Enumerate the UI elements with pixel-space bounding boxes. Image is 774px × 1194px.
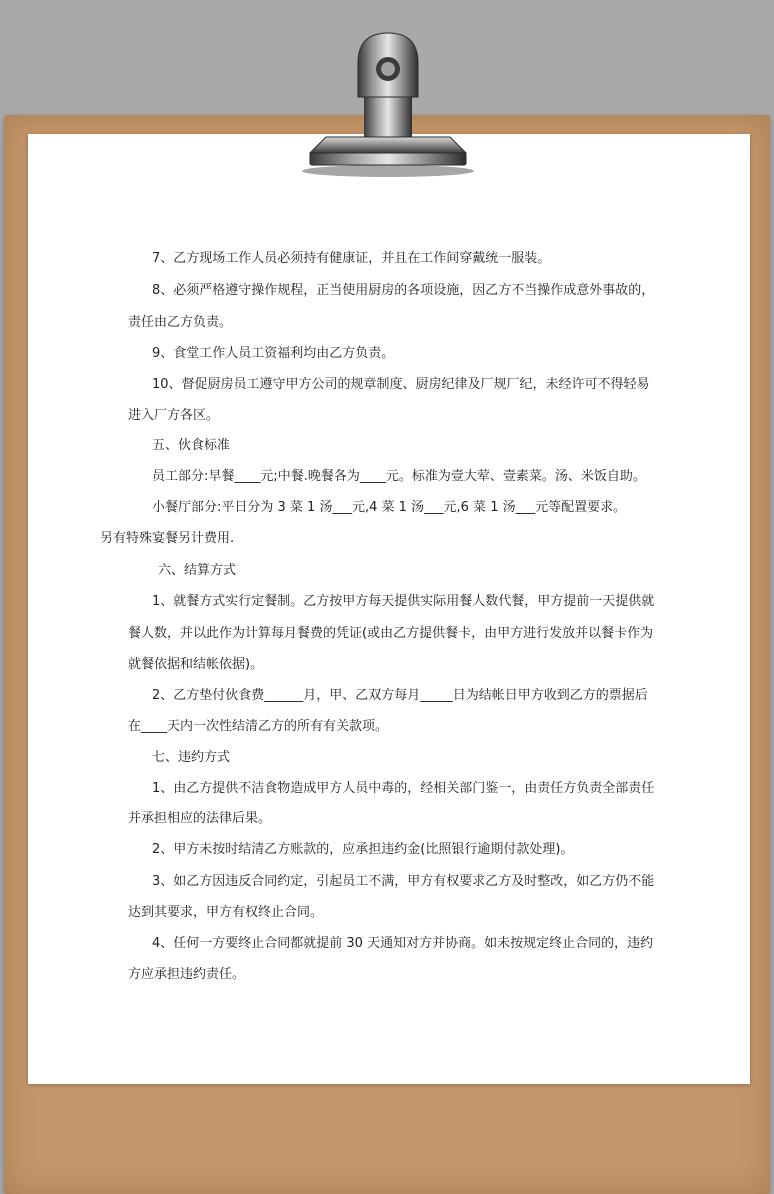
text-line-10: 另有特殊宴餐另计费用.: [100, 531, 235, 546]
text-line-16: 在____天内一次性结清乙方的所有有关款项。: [128, 719, 389, 734]
text-line-24: 方应承担违约责任。: [128, 967, 246, 982]
text-line-19: 并承担相应的法律后果。: [128, 811, 272, 826]
text-line-21: 3、如乙方因违反合同约定，引起员工不满，甲方有权要求乙方及时整改，如乙方仍不能: [152, 874, 655, 889]
text-line-4: 9、食堂工作人员工资福利均由乙方负责。: [152, 346, 395, 361]
text-line-22: 达到其要求，甲方有权终止合同。: [128, 905, 324, 920]
text-line-18: 1、由乙方提供不洁食物造成甲方人员中毒的，经相关部门鉴一，由责任方负责全部责任: [152, 781, 655, 796]
text-line-5: 10、督促厨房员工遵守甲方公司的规章制度、厨房纪律及厂规厂纪，未经许可不得轻易: [152, 377, 650, 392]
text-line-8: 员工部分:早餐____元;中餐.晚餐各为____元。标准为壹大荤、壹素菜。汤、米饭自助。: [152, 469, 646, 484]
text-line-1: 7、乙方现场工作人员必须持有健康证，并且在工作间穿戴统一服装。: [152, 251, 551, 266]
text-line-20: 2、甲方未按时结清乙方账款的，应承担违约金(比照银行逾期付款处理)。: [152, 842, 574, 857]
text-line-23: 4、任何一方要终止合同都就提前 30 天通知对方并协商。如未按规定终止合同的，违约: [152, 936, 654, 951]
document-paper: [28, 134, 750, 1084]
text-line-6: 进入厂方各区。: [128, 408, 220, 423]
section-heading-5: 五、伙食标准: [152, 438, 231, 453]
text-line-2: 8、必须严格遵守操作规程，正当使用厨房的各项设施，因乙方不当操作成意外事故的，: [152, 283, 655, 298]
text-line-12: 1、就餐方式实行定餐制。乙方按甲方每天提供实际用餐人数代餐，甲方提前一天提供就: [152, 594, 655, 609]
text-line-13: 餐人数，并以此作为计算每月餐费的凭证(或由乙方提供餐卡，由甲方进行发放并以餐卡作为: [128, 626, 654, 641]
text-line-9: 小餐厅部分:平日分为 3 菜 1 汤___元,4 菜 1 汤___元,6 菜 1 汤___元等配置要求。: [152, 500, 627, 515]
binder-clip-icon: [296, 25, 480, 177]
text-line-3: 责任由乙方负责。: [128, 315, 233, 330]
section-heading-7: 七、违约方式: [152, 750, 231, 765]
section-heading-6: 六、结算方式: [158, 563, 237, 578]
text-line-14: 就餐依据和结帐依据)。: [128, 657, 264, 672]
text-line-15: 2、乙方垫付伙食费______月，甲、乙双方每月_____日为结帐日甲方收到乙方的票据后: [152, 688, 648, 703]
